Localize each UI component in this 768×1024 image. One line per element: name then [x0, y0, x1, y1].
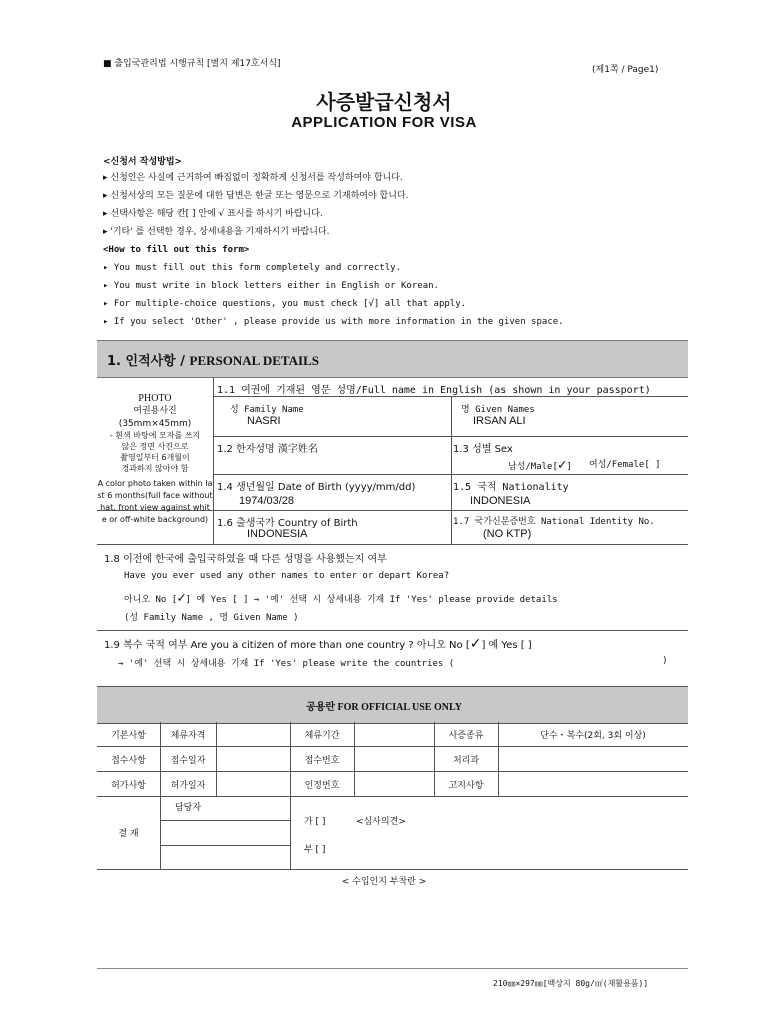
dob-value[interactable]: 1974/03/28	[239, 495, 295, 507]
instruction-ko-1: ▸ 신청인은 사실에 근거하여 빠짐없이 정확하게 신청서를 작성하여야 합니다.	[103, 173, 403, 183]
photo-label-ko: 여권용사진	[133, 406, 177, 416]
instruction-en-4: ▸ If you select 'Other' , please provide us with more information in the given space.	[103, 317, 564, 327]
official-review: <심사의견>	[356, 817, 406, 827]
birth-country-value[interactable]: INDONESIA	[247, 528, 308, 540]
footer-divider	[97, 968, 688, 969]
official-cell: 접수번호	[304, 756, 340, 766]
photo-size: (35mm×45mm)	[118, 419, 192, 429]
photo-note: 촬영일부터 6개월이	[120, 453, 190, 462]
photo-note-en: hat, front view against whit	[100, 503, 210, 512]
official-cell: 허가일자	[170, 781, 206, 791]
instruction-en-1: ▸ You must fill out this form completely and correctly.	[103, 263, 402, 273]
official-cell: 단수・복수(2회, 3회 이상)	[540, 731, 646, 741]
paper-spec: 210㎜×297㎜[백상지 80g/㎡(재활용품)]	[493, 979, 649, 988]
q1-5-label: 1.5 국적 Nationality	[453, 482, 569, 493]
q1-6-label: 1.6 출생국가 Country of Birth	[217, 518, 358, 529]
photo-note: 않은 정면 사진으로	[121, 442, 189, 451]
q1-7-label: 1.7 국가신분증번호 National Identity No.	[453, 517, 655, 527]
q1-8-label: 1.8 이전에 한국에 출입국하였을 때 다른 성명을 사용했는지 여부	[104, 554, 387, 565]
official-cell: 처리과	[452, 756, 480, 766]
instruction-en-3: ▸ For multiple-choice questions, you must check [√] all that apply.	[103, 299, 467, 309]
q1-8-english: Have you ever used any other names to enter or depart Korea?	[124, 571, 450, 581]
instructions-ko-heading: <신청서 작성방법>	[103, 157, 183, 167]
title-korean: 사증발급신청서	[316, 90, 452, 114]
instruction-ko-4: ▸ '기타' 를 선택한 경우, 상세내용을 기재하시기 바랍니다.	[103, 227, 330, 237]
title-english: APPLICATION FOR VISA	[291, 114, 477, 131]
photo-note-en: A color photo taken within la	[97, 479, 213, 488]
q1-1-label: 1.1 여권에 기재된 영문 성명/Full name in English (as shown in your passport)	[217, 385, 651, 396]
check-icon: ✓	[557, 457, 567, 473]
official-approve-option: 가 [ ]	[304, 817, 326, 827]
official-cell: 체류기간	[304, 731, 340, 741]
official-approval: 결 재	[118, 829, 139, 839]
q1-4-label: 1.4 생년월일 Date of Birth (yyyy/mm/dd)	[217, 482, 416, 493]
official-cell: 접수사항	[111, 756, 146, 766]
official-cell: 인정번호	[304, 781, 340, 791]
official-cell: 허가사항	[111, 781, 146, 791]
official-manager: 담당자	[174, 803, 202, 813]
photo-note-en: st 6 months(full face without	[97, 491, 213, 500]
q1-8-names[interactable]: (성 Family Name , 명 Given Name )	[124, 613, 299, 623]
official-cell: 사증종류	[448, 731, 484, 741]
family-name-value[interactable]: NASRI	[247, 415, 281, 427]
q1-8-options[interactable]: 아니오 No [✓] 예 Yes [ ] → '예' 선택 시 상세내용 기재 If 'Yes' please provide details	[124, 590, 558, 606]
nationality-value[interactable]: INDONESIA	[470, 495, 531, 507]
given-name-label: 명 Given Names	[461, 405, 535, 415]
section-title: 1. 인적사항 / PERSONAL DETAILS	[107, 353, 319, 369]
official-cell: 접수일자	[170, 756, 206, 766]
sex-male-option[interactable]: 남성/Male[✓]	[508, 457, 572, 473]
instruction-ko-3: ▸ 선택사항은 해당 칸[ ] 안에 √ 표시를 하시기 바랍니다.	[103, 209, 323, 219]
page-indicator: (제1쪽 / Page1)	[592, 65, 659, 75]
family-name-label: 성 Family Name	[230, 405, 304, 415]
check-icon: ✓	[177, 590, 186, 606]
sex-female-option[interactable]: 여성/Female[ ]	[589, 460, 661, 470]
q1-9-label[interactable]: 1.9 복수 국적 여부 Are you a citizen of more than one country ? 아니오 No [✓] 예 Yes [ ]	[104, 636, 532, 652]
q1-9-detail[interactable]: → '예' 선택 시 상세내용 기재 If 'Yes' please write the countries (	[118, 659, 455, 669]
q1-2-label: 1.2 한자성명 漢字姓名	[217, 444, 318, 455]
instruction-ko-2: ▸ 신청서상의 모든 질문에 대한 답변은 한글 또는 영문으로 기재하여야 합니다.	[103, 191, 409, 201]
official-cell: 체류자격	[170, 731, 206, 741]
photo-label: PHOTO	[138, 393, 172, 404]
official-title: 공용란 FOR OFFICIAL USE ONLY	[306, 702, 462, 713]
instruction-en-2: ▸ You must write in block letters either in English or Korean.	[103, 281, 439, 291]
instructions-en-heading: <How to fill out this form>	[103, 245, 250, 255]
form-number: ■ 출입국관리법 시행규칙 [별지 제17호서식]	[103, 59, 281, 69]
photo-note: - 흰색 바탕에 모자를 쓰지	[109, 431, 201, 440]
national-id-value[interactable]: (NO KTP)	[483, 528, 532, 540]
photo-note-en: e or off-white background)	[101, 515, 209, 524]
q1-9-close: )	[663, 656, 667, 666]
photo-note: 경과하지 않아야 함	[121, 464, 189, 473]
check-icon: ✓	[469, 636, 482, 652]
given-name-value[interactable]: IRSAN ALI	[473, 415, 526, 427]
official-cell: 기본사항	[111, 731, 146, 741]
official-reject-option: 부 [ ]	[304, 845, 326, 855]
q1-3-label: 1.3 성별 Sex	[453, 444, 513, 455]
official-cell: 고지사항	[448, 781, 484, 791]
stamp-area-label: < 수입인지 부착란 >	[341, 877, 427, 887]
